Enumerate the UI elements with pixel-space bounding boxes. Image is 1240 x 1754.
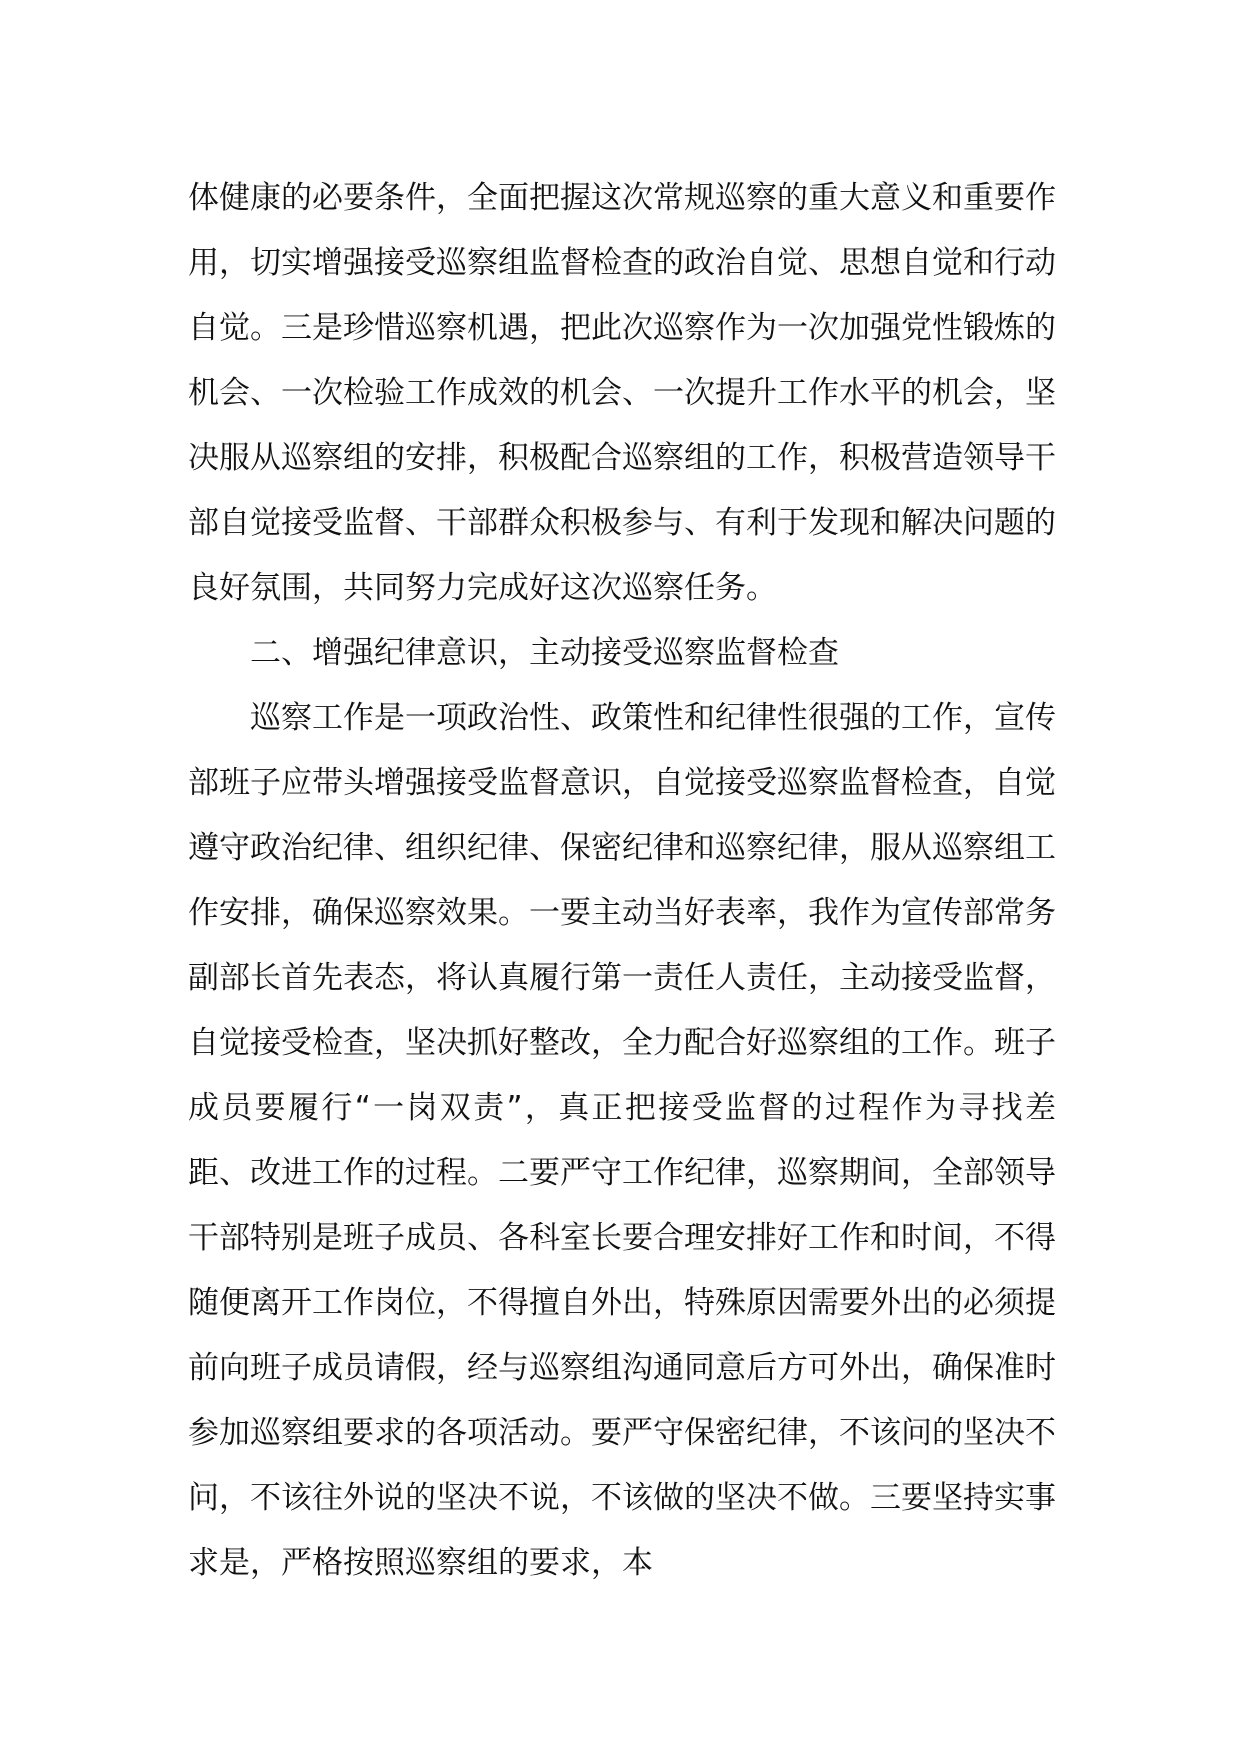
body-paragraph: 巡察工作是一项政治性、政策性和纪律性很强的工作，宣传部班子应带头增强接受监督意识，自觉接受巡察监督检查，自觉遵守政治纪律、组织纪律、保密纪律和巡察纪律，服从巡察组工作安排，确保巡察效果。一要主动当好表率，我作为宣传部常务副部长首先表态，将认真履行第一责任人责任，主动接受监督，自觉接受检查，坚决抓好整改，全力配合好巡察组的工作。班子成员要履行“一岗双责”，真正把接受监督的过程作为寻找差距、改进工作的过程。二要严守工作纪律，巡察期间，全部领导干部特别是班子成员、各科室长要合理安排好工作和时间，不得随便离开工作岗位，不得擅自外出，特殊原因需要外出的必须提前向班子成员请假，经与巡察组沟通同意后方可外出，确保准时参加巡察组要求的各项活动。要严守保密纪律，不该问的坚决不问，不该往外说的坚决不说，不该做的坚决不做。三要坚持实事求是，严格按照巡察组的要求，本 xyxy=(188,700,1056,1581)
section-heading: 二、增强纪律意识，主动接受巡察监督检查 xyxy=(250,635,839,671)
body-paragraph-continued: 体健康的必要条件，全面把握这次常规巡察的重大意义和重要作用，切实增强接受巡察组监督检查的政治自觉、思想自觉和行动自觉。三是珍惜巡察机遇，把此次巡察作为一次加强党性锻炼的机会、一次检验工作成效的机会、一次提升工作水平的机会，坚决服从巡察组的安排，积极配合巡察组的工作，积极营造领导干部自觉接受监督、干部群众积极参与、有利于发现和解决问题的良好氛围，共同努力完成好这次巡察任务。 xyxy=(188,180,1056,606)
document-body xyxy=(188,166,1056,1596)
